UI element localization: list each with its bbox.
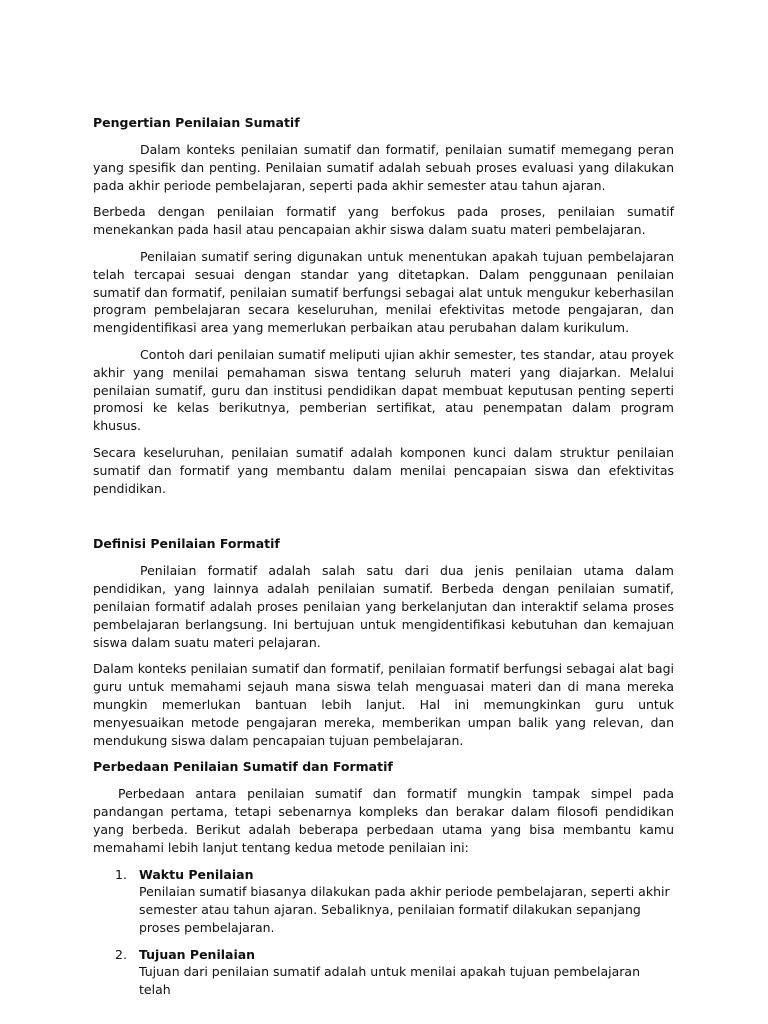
paragraph: Contoh dari penilaian sumatif meliputi ujian akhir semester, tes standar, atau proyek akhir yang menilai pemahaman siswa tentang seluruh materi yang diajarkan. Melalui penilaian sumatif, guru dan institusi pendidikan dapat membuat keputusan penting seperti promosi ke kelas berikutnya, pemberian sertifikat, atau penempatan dalam program khusus.	[93, 346, 674, 434]
section-heading-perbedaan: Perbedaan Penilaian Sumatif dan Formatif	[93, 759, 393, 775]
paragraph: Perbedaan antara penilaian sumatif dan formatif mungkin tampak simpel pada pandangan pertama, tetapi sebenarnya kompleks dan berakar dalam filosofi pendidikan yang berbeda. Berikut adalah beberapa perbedaan utama yang bisa membantu kamu memahami lebih lanjut tentang kedua metode penilaian ini:	[93, 786, 674, 855]
section-heading-sumatif: Pengertian Penilaian Sumatif	[93, 115, 300, 130]
differences-list	[93, 866, 674, 1000]
paragraph: Penilaian formatif adalah salah satu dari dua jenis penilaian utama dalam pendidikan, yang lainnya adalah penilaian sumatif. Berbeda dengan penilaian sumatif, penilaian formatif adalah proses penilaian yang berkelanjutan dan interaktif selama proses pembelajaran berlangsung. Ini bertujuan untuk mengidentifikasi kebutuhan dan kemajuan siswa dalam suatu materi pelajaran.	[93, 563, 674, 650]
list-item-title: Waktu Penilaian	[139, 866, 254, 882]
list-number: 1.	[115, 866, 127, 882]
section-heading-formatif: Definisi Penilaian Formatif	[93, 536, 280, 552]
paragraph: Penilaian sumatif sering digunakan untuk menentukan apakah tujuan pembelajaran telah tercapai sesuai dengan standar yang ditetapkan. Dalam penggunaan penilaian sumatif dan formatif, penilaian sumatif berfungsi sebagai alat untuk mengukur keberhasilan program pembelajaran secara keseluruhan, menilai efektivitas metode pengajaran, dan mengidentifikasi area yang memerlukan perbaikan atau perubahan dalam kurikulum.	[93, 248, 674, 336]
paragraph: Dalam konteks penilaian sumatif dan formatif, penilaian sumatif memegang peran yang spesifik dan penting. Penilaian sumatif adalah sebuah proses evaluasi yang dilakukan pada akhir periode pembelajaran, seperti pada akhir semester atau tahun ajaran.	[93, 142, 674, 193]
list-item	[93, 946, 674, 999]
list-number: 2.	[115, 946, 127, 962]
list-item-title: Tujuan Penilaian	[139, 946, 256, 962]
paragraph: Secara keseluruhan, penilaian sumatif adalah komponen kunci dalam struktur penilaian sumatif dan formatif yang membantu dalam menilai pencapaian siswa dan efektivitas pendidikan.	[93, 444, 674, 496]
spacer	[93, 506, 674, 535]
list-item	[93, 866, 674, 937]
paragraph: Dalam konteks penilaian sumatif dan formatif, penilaian formatif berfungsi sebagai alat bagi guru untuk memahami sejauh mana siswa telah menguasai materi dan di mana mereka mungkin memerlukan bantuan lebih lanjut. Hal ini memungkinkan guru untuk menyesuaikan metode pengajaran mereka, memberikan umpan balik yang relevan, dan mendukung siswa dalam pencapaian tujuan pembelajaran.	[93, 661, 674, 748]
paragraph: Berbeda dengan penilaian formatif yang berfokus pada proses, penilaian sumatif menekankan pada hasil atau pencapaian akhir siswa dalam suatu materi pembelajaran.	[93, 204, 674, 238]
list-item-body: Penilaian sumatif biasanya dilakukan pada akhir periode pembelajaran, seperti akhir semester atau tahun ajaran. Sebaliknya, penilaian formatif dilakukan sepanjang proses pembelajaran.	[139, 884, 670, 935]
list-item-body: Tujuan dari penilaian sumatif adalah untuk menilai apakah tujuan pembelajaran telah	[139, 964, 641, 998]
